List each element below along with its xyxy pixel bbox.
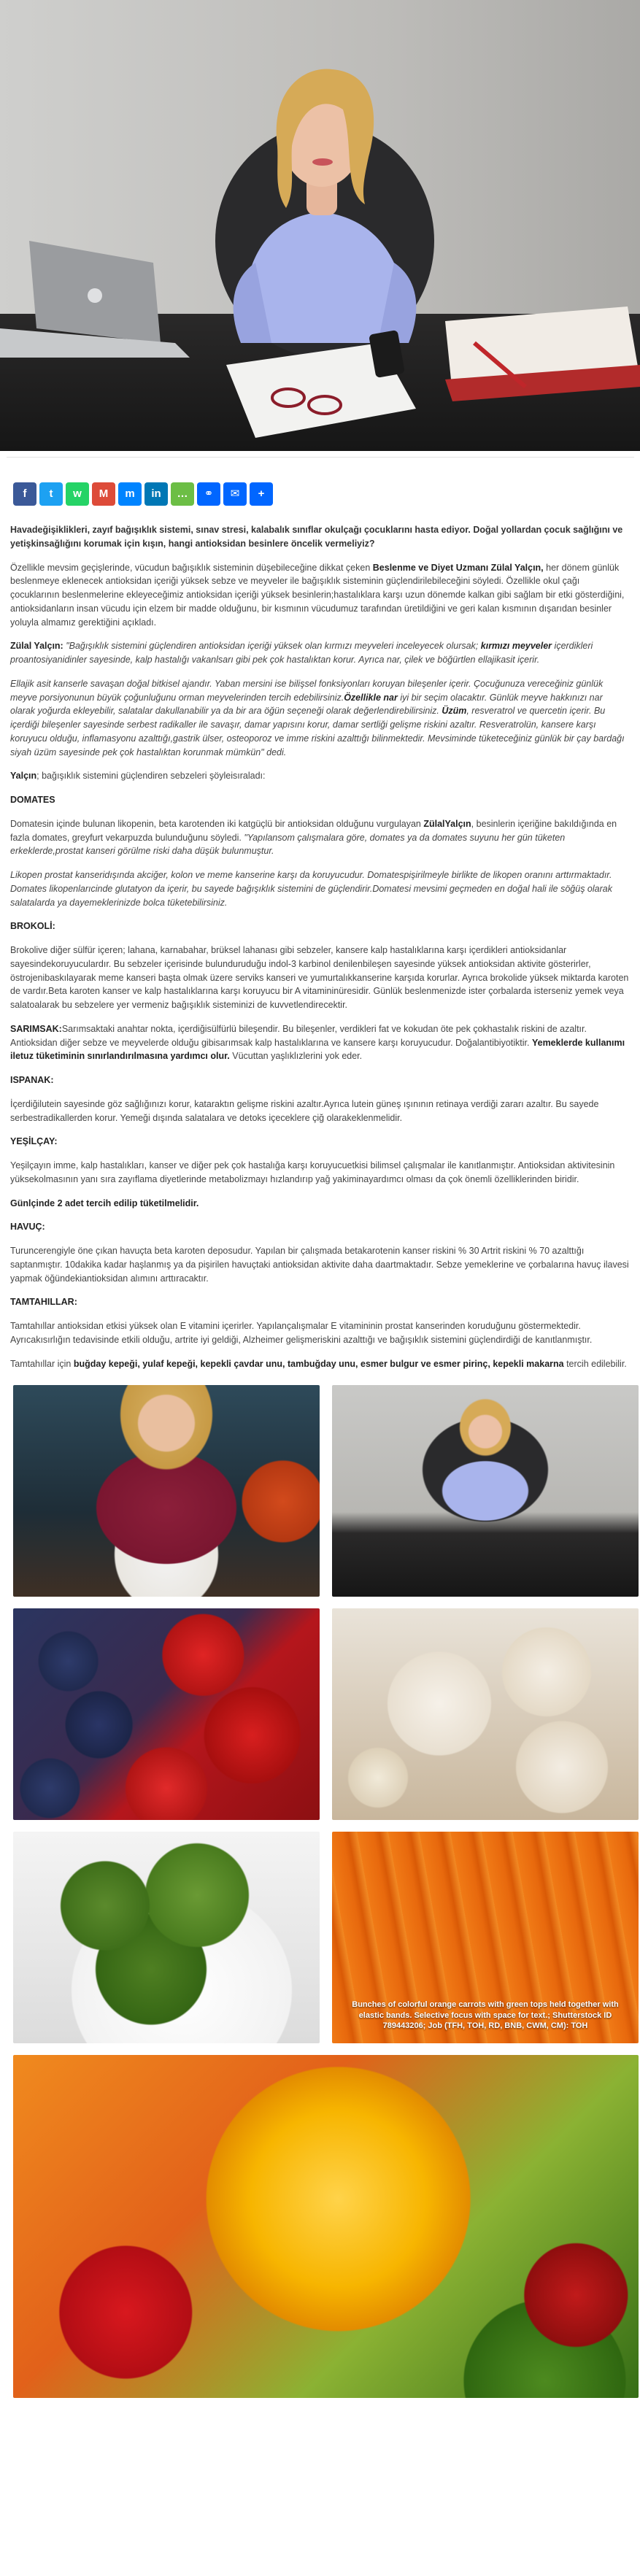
text-span: , resveratrol ve quercetin içerir. Bu içerdiği bileşenler sayesinde serbest radikaller ile savaşır, damar yapısını korur, damar sertliği gelişme riskini azaltır. Resveratrolün, kansere karşı koruyucu olduğu, inflamasyonu azalttığı,gastrik ülser, osteoporoz ve imme riskini azalttığı bilinmektedir. Mevsiminde tüketeceğiniz günlük bir çay bardağı siyah üzüm sayesinde pek çok hastalıktan korunmak mümkün" dedi.: [10, 706, 625, 757]
heading-ispanak: ISPANAK:: [10, 1075, 54, 1085]
photo-berries[interactable]: [13, 1608, 320, 1820]
paragraph-yesilcay-note: [10, 1197, 630, 1211]
paragraph-havuc: Turuncerengiyle öne çıkan havuçta beta karoten deposudur. Yapılan bir çalışmada betakarotenin kanser riskini % 30 Artrit riskini % 70 azalttığı saptanmıştır. 10dakika kadar haşlanmış ya da pişirilen havuçtaki antioksidan aktivite daha daartmaktadır. Sebze yemeklerine ve çorbalarına havuç ilavesi yapmak öğündekiantioksidan alımını arttıracaktır.: [10, 1246, 629, 1284]
whatsapp-icon: w: [73, 487, 82, 500]
highlight-pomegranate: Özellikle nar: [344, 692, 398, 703]
more-share-button[interactable]: [250, 482, 273, 506]
text-span: "Bağışıklık sistemini güçlendiren antioksidan içeriği yüksek olan kırmızı meyveleri inceleyecek olursak;: [63, 641, 481, 652]
sms-icon: …: [177, 487, 188, 500]
photo-carrots[interactable]: [332, 1832, 639, 2043]
twitter-share-button[interactable]: [39, 482, 63, 506]
photo-expert-with-plate[interactable]: [13, 1385, 320, 1597]
text-span: Tamtahıllar için: [10, 1358, 74, 1369]
highlight-red-fruits: kırmızı meyveler: [480, 641, 552, 652]
text-span: Domatesin içinde bulunan likopenin, beta karotenden iki katgüçlü bir antioksidan olduğunu vurgulayan: [10, 818, 424, 829]
gmail-share-button[interactable]: [92, 482, 115, 506]
paragraph-intro: [10, 561, 630, 630]
email-share-button[interactable]: [223, 482, 247, 506]
photo-garlic[interactable]: [332, 1608, 639, 1820]
text-span: Sarımsaktaki anahtar nokta, içerdiğisülfürlü bileşendir. Bu bileşenler, verdikleri fat ve kokudan öte pek çokhastalık riskini de azaltır. Antioksidan diğer sebze ve meyvelerde olduğu gibisarımsak kalp hastalıklarına ve kansere karşı koruyucudur. Doğalantibiyotiktir.: [10, 1023, 587, 1048]
sms-share-button[interactable]: [171, 482, 194, 506]
hero-photo: [0, 0, 640, 451]
linkedin-share-button[interactable]: [144, 482, 168, 506]
heading-brokoli: BROKOLİ:: [10, 921, 55, 932]
heading-havuc: HAVUÇ:: [10, 1222, 45, 1233]
heading-domates: DOMATES: [10, 795, 55, 805]
highlight-garlic: Yemeklerde kullanımı iletuz tüketiminin sınırlandırılmasına yardımcı olur.: [10, 1037, 625, 1062]
speaker-name: Zülal Yalçın:: [10, 641, 63, 652]
link-icon: ⚭: [204, 487, 214, 500]
gmail-icon: M: [99, 487, 109, 500]
text-span: ; bağışıklık sistemini güçlendiren sebzeleri şöyleisıraladı:: [36, 771, 266, 782]
heading-yesilcay: YEŞİLÇAY:: [10, 1136, 58, 1147]
image-gallery: [0, 1381, 640, 2043]
carrot-photo-caption: Bunches of colorful orange carrots with green tops held together with elastic bands. Selective focus with space for text.; Shutterstock ID 789443206; Job (TFH, TOH, RD, BNB, CWM, CM): TOH: [352, 2000, 619, 2031]
heading-sarimsak: SARIMSAK:: [10, 1023, 62, 1034]
messenger-share-button[interactable]: [118, 482, 142, 506]
heading-tamtahillar: TAMTAHILLAR:: [10, 1297, 77, 1308]
text-span: , besinlerin içeriğine bakıldığında en fazla domates, greyfurt vekarpuzda bulunduğunu söyledi.: [10, 818, 617, 843]
facebook-share-button[interactable]: [13, 482, 36, 506]
quote-span: "Yapılansom çalışmalara göre, domates ya da domates suyunu her gün tüketen erkeklerde,prostat kanseri görülme riski daha düşük bulunmuştur.: [10, 832, 566, 857]
article-body: [0, 512, 640, 1370]
paragraph-tamtahillar-list: [10, 1357, 630, 1371]
paragraph-vegetables-intro: [10, 769, 630, 783]
text-span: iyi bir seçim olacaktır. Günlük meyve hakkınızı nar olarak yoğurda ekleyebilir, salatalar dakullanabilir ya da bir ara öğün seçeneği olarak değerlendirebilirsiniz.: [10, 692, 603, 717]
text-span: içerdikleri proantosiyanidinler sayesinde, kalp hastalığı vakanlsarı gibi pek çok hastalıktan korur. Ayrıca nar, çilek ve böğürtlen ellajikasit içerir.: [10, 641, 593, 665]
linkedin-icon: in: [151, 487, 161, 500]
paragraph-yesilcay: Yeşilçayın imme, kalp hastalıkları, kanser ve diğer pek çok hastalığa karşı koruyucuetkisi bilimsel çalışmalar ile kanıtlanmıştır. Antioksidan aktivitesinin yüksekolmasının yanı sıra zayıflama diyetlerinde metabolizmayı hızlandırıp yağ yakiminayardımcı olması da çok önemli özelliklerinden biridir.: [10, 1160, 615, 1184]
text-span: Vücuttan yaşlıklızlerini yok eder.: [229, 1051, 363, 1062]
plus-icon: +: [258, 487, 265, 500]
paragraph-sarimsak: [10, 1022, 630, 1063]
copy-link-share-button[interactable]: [197, 482, 220, 506]
whatsapp-share-button[interactable]: [66, 482, 89, 506]
text-span: Özellikle mevsim geçişlerinde, vücudun bağışıklık sisteminin düşebileceğine dikkat çeken: [10, 562, 373, 573]
text-span: tercih edilebilir.: [563, 1358, 627, 1369]
photo-fruits-vegetables[interactable]: [13, 2055, 639, 2398]
text-span: Ellajik asit kanserle savaşan doğal bitkisel ajandır. Yaban mersini ise bilişsel fonksiyonları koruyan bileşenler içerir. Çocuğunuza vereceğiniz günlük meyve porsiyonunun büyük çoğunluğunu orman meyvelerinden tercih edebilirsiniz.: [10, 678, 604, 703]
paragraph-tamtahillar: Tamtahıllar antioksidan etkisi yüksek olan E vitamini içerirler. Yapılançalışmalar E vitamininin prostat kanserinden koruduğunu göstermektedir. Ayrıcakısırlığın tedavisinde etkili olduğu, artrite iyi geldiği, Alzheimer gelişmeriskini azalttığı ve bağışıklık sistemini güçlendirdiği de kanıtlanmıştır.: [10, 1321, 593, 1345]
facebook-icon: f: [23, 487, 27, 500]
photo-broccoli[interactable]: [13, 1832, 320, 2043]
paragraph-quote-red-fruits: [10, 639, 630, 667]
twitter-icon: t: [49, 487, 53, 500]
speaker-name: Yalçın: [10, 771, 37, 782]
paragraph-domates: [10, 817, 630, 858]
share-bar: [0, 458, 640, 512]
text-span: her dönem günlük beslenmeye eklenecek antioksidan içeriği yüksek sebze ve meyveler ile bağışıklık sisteminin güçlendirilebileceğini söyledi. Özellikle okul çağı çocuklarının beslenmelerine ekleyeceğimiz antioksidan içeriği yüksek besinlerin;hastalıklara karşı uzun dönemde kalkan gibi sağlam bir etki gösterdiğini, antioksidanların insan vücudu için elzem bir madde olduğunu, bir kısmının vücudumuz tarafından üretildiğini ve geri kalan kısmının dışarıdan besinler yoluyla almamız gerektiğini açıkladı.: [10, 562, 625, 628]
expert-name: ZülalYalçın: [423, 818, 471, 829]
highlight-grape: Üzüm: [442, 706, 467, 717]
expert-name: Beslenme ve Diyet Uzmanı Zülal Yalçın,: [372, 562, 544, 573]
paragraph-likopen: Likopen prostat kanseridışında akciğer, kolon ve meme kanserine karşı da koruyucudur. Domatespişirilmeyle birlikte de likopen oranını arttırmaktadır. Domates likopenlarıcinde glutatyon da içerir, bu sayede bağışıklık sistemini de güçlendirir.Domatesi mevsimi geçmeden en doğal hali ile söğüş olarak salatalarda ya dayemeklerinizde bolca tüketebilirsiniz.: [10, 870, 612, 908]
paragraph-ellagic-acid: [10, 677, 630, 760]
messenger-icon: m: [125, 487, 135, 500]
article-lead: Havadeğişiklikleri, zayıf bağışıklık sistemi, sınav stresi, kalabalık sınıflar okulçağı çocuklarını hasta ediyor. Doğal yollardan çocuk sağlığını ve yetişkinsağlığını korumak için kışın, hangi antioksidan besinlere öncelik vermeliyiz?: [10, 525, 623, 549]
highlight-green-tea: Günlçinde 2 adet tercih edilip tüketilmelidir.: [10, 1198, 199, 1208]
email-icon: ✉: [230, 487, 240, 500]
highlight-whole-grains: buğday kepeği, yulaf kepeği, kepekli çavdar unu, tambuğday unu, esmer bulgur ve esmer pirinç, kepekli makarna: [73, 1358, 564, 1369]
hero-illustration: [0, 0, 640, 451]
paragraph-brokoli: Brokolive diğer sülfür içeren; lahana, karnabahar, brüksel lahanası gibi sebzeler, kansere kalp hastalıklarına karşı içerdikleri antioksidanlar sayesindekoruyuculardır. Bu sebzeler içerisinde bulunduruduğu indol-3 karbinol denilenbileşen sayesinde yüksek antioksidan aktivite gösterirler, östrojenibaskılayarak meme kanseri başta olmak üzere serviks kanseri ve yumurtalıkkanserine karşıda korurlar. Ayrıca brokolide yüksek miktarda karoten de vardır.Beta karoten kanser ve kalp hastalıklarına karşı koruyucu bir A vitamininüresidir. Günlük beslenmenizde ister çorbalarda isterseniz yemek veya salatoalarak bu sebzelere yer vermeniz bağışıklık sisteminizi de kuvvetlendirecektir.: [10, 945, 629, 1010]
photo-expert-at-desk[interactable]: [332, 1385, 639, 1597]
paragraph-ispanak: İçerdiğilutein sayesinde göz sağlığınızı korur, kataraktın gelişme riskini azaltır.Ayrıca lutein güneş ışınının retinaya verdiği zararı azaltır. Bu sayede serbestradikallerden korur. Yemeği dışında salatalara ve detoks içeceklere çiğ olarakeklenmelidir.: [10, 1098, 599, 1123]
